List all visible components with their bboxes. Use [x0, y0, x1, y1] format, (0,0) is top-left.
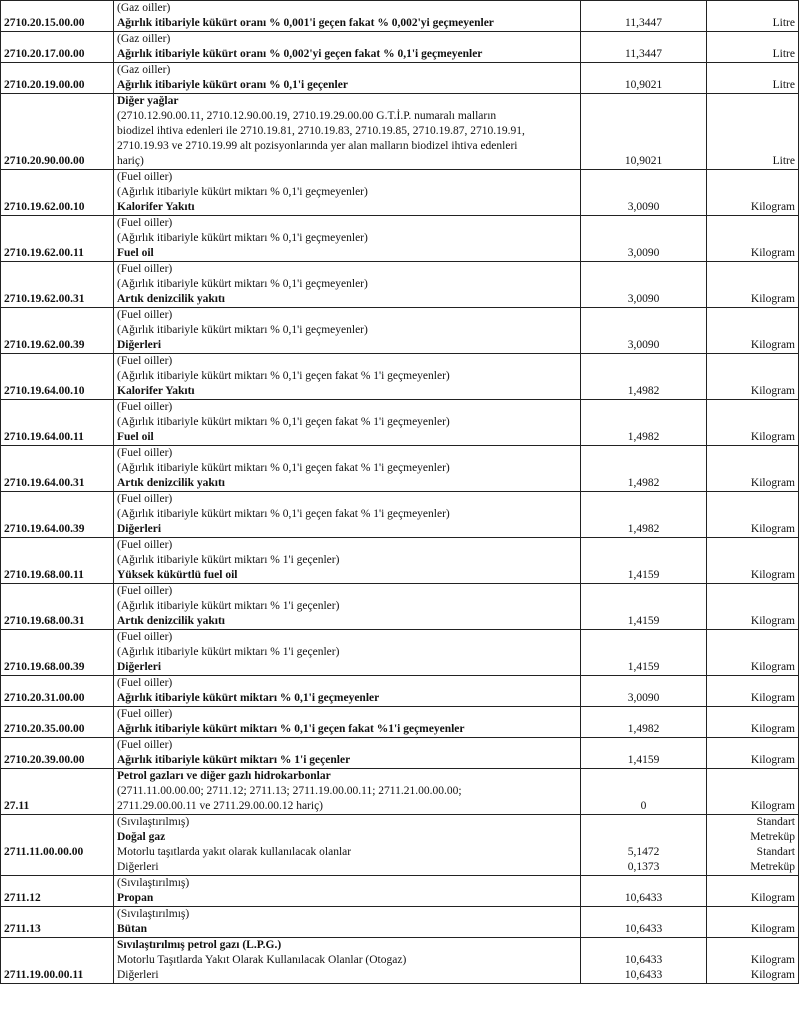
tariff-code: 27.11 [1, 769, 114, 815]
table-row [1, 907, 799, 938]
tax-amount [581, 876, 707, 907]
table-row [1, 707, 799, 738]
tariff-code: 2710.19.64.00.31 [1, 446, 114, 492]
description-line: (Ağırlık itibariyle kükürt miktarı % 0,1'i geçen fakat % 1'i geçmeyenler) [117, 462, 450, 474]
description-line: Ağırlık itibariyle kükürt miktarı % 0,1'i geçmeyenler [117, 692, 380, 704]
amount-value: 10,6433 [624, 892, 663, 904]
tariff-description [114, 170, 581, 216]
unit-of-measure [707, 815, 799, 876]
tariff-code: 2710.20.19.00.00 [1, 63, 114, 94]
description-line: Artık denizcilik yakıtı [117, 477, 225, 489]
unit-value: Kilogram [750, 477, 795, 489]
tax-amount [581, 738, 707, 769]
description-line: (Sıvılaştırılmış) [117, 877, 190, 889]
unit-value: Kilogram [750, 201, 795, 213]
description-line: Kalorifer Yakıtı [117, 385, 195, 397]
tax-amount [581, 216, 707, 262]
unit-value: Standart Metreküp [750, 816, 795, 843]
description-line: (Fuel oiller) [117, 217, 173, 229]
unit-value: Kilogram [750, 385, 795, 397]
tariff-code: 2711.19.00.00.11 [1, 938, 114, 984]
tariff-code: 2710.19.62.00.11 [1, 216, 114, 262]
tax-amount [581, 308, 707, 354]
description-line: (Ağırlık itibariyle kükürt miktarı % 0,1'i geçmeyenler) [117, 324, 368, 336]
description-line: (Fuel oiller) [117, 708, 173, 720]
unit-of-measure [707, 584, 799, 630]
table-row [1, 769, 799, 815]
tax-amount [581, 94, 707, 170]
tax-amount [581, 446, 707, 492]
description-line: (Ağırlık itibariyle kükürt miktarı % 0,1'i geçmeyenler) [117, 232, 368, 244]
tax-amount [581, 584, 707, 630]
description-line: (Ağırlık itibariyle kükürt miktarı % 0,1'i geçen fakat % 1'i geçmeyenler) [117, 370, 450, 382]
tariff-code: 2710.20.17.00.00 [1, 32, 114, 63]
unit-value: Kilogram [750, 247, 795, 259]
description-line: Yüksek kükürtlü fuel oil [117, 569, 238, 581]
unit-value: Litre [772, 79, 795, 91]
description-line: (Fuel oiller) [117, 309, 173, 321]
table-row [1, 216, 799, 262]
unit-of-measure [707, 354, 799, 400]
tariff-code: 2710.20.90.00.00 [1, 94, 114, 170]
description-line: Bütan [117, 923, 148, 935]
tariff-description [114, 538, 581, 584]
description-line: (Fuel oiller) [117, 401, 173, 413]
description-line: (Ağırlık itibariyle kükürt miktarı % 0,1'i geçen fakat % 1'i geçmeyenler) [117, 508, 450, 520]
tariff-description [114, 769, 581, 815]
unit-of-measure [707, 630, 799, 676]
amount-value: 3,0090 [627, 247, 660, 259]
table-row [1, 676, 799, 707]
amount-value: 10,9021 [624, 155, 663, 167]
unit-of-measure [707, 492, 799, 538]
tax-amount [581, 400, 707, 446]
tax-amount [581, 492, 707, 538]
unit-value: Kilogram [750, 800, 795, 812]
description-line: hariç) [117, 155, 144, 167]
unit-value: Kilogram [750, 923, 795, 935]
unit-value: Kilogram [750, 661, 795, 673]
unit-value: Kilogram [750, 969, 795, 981]
unit-of-measure [707, 907, 799, 938]
table-row [1, 876, 799, 907]
tariff-code: 2710.19.62.00.39 [1, 308, 114, 354]
description-line: Kalorifer Yakıtı [117, 201, 195, 213]
amount-value: 1,4982 [627, 523, 660, 535]
unit-of-measure [707, 308, 799, 354]
unit-of-measure [707, 876, 799, 907]
tax-amount [581, 354, 707, 400]
unit-of-measure [707, 938, 799, 984]
unit-value: Kilogram [750, 754, 795, 766]
unit-value: Litre [772, 48, 795, 60]
unit-value: Kilogram [750, 892, 795, 904]
amount-value: 10,6433 [624, 969, 663, 981]
tariff-description [114, 94, 581, 170]
description-line: Diğerleri [117, 661, 162, 673]
description-line: (Gaz oiller) [117, 33, 171, 45]
unit-value: Litre [772, 155, 795, 167]
amount-value: 10,6433 [624, 923, 663, 935]
description-line: Artık denizcilik yakıtı [117, 293, 225, 305]
description-line: (Sıvılaştırılmış) [117, 908, 190, 920]
description-line: Diğer yağlar [117, 95, 179, 107]
tariff-body [1, 1, 799, 984]
unit-value: Kilogram [750, 569, 795, 581]
tariff-description [114, 1, 581, 32]
description-line: (Gaz oiller) [117, 2, 171, 14]
tariff-code: 2710.19.64.00.10 [1, 354, 114, 400]
tax-amount [581, 769, 707, 815]
unit-of-measure [707, 676, 799, 707]
table-row [1, 938, 799, 984]
description-line: (Fuel oiller) [117, 263, 173, 275]
tariff-description [114, 876, 581, 907]
description-line: (Ağırlık itibariyle kükürt miktarı % 1'i geçenler) [117, 600, 340, 612]
description-line: (Fuel oiller) [117, 171, 173, 183]
tariff-description [114, 400, 581, 446]
table-row [1, 308, 799, 354]
table-row [1, 584, 799, 630]
tariff-code: 2711.13 [1, 907, 114, 938]
description-line: (Ağırlık itibariyle kükürt miktarı % 1'i geçenler) [117, 554, 340, 566]
unit-value: Standart Metreküp [750, 846, 795, 873]
tariff-code: 2710.19.62.00.10 [1, 170, 114, 216]
amount-value: 11,3447 [625, 17, 662, 29]
tax-amount [581, 1, 707, 32]
unit-value: Kilogram [750, 692, 795, 704]
unit-value: Kilogram [750, 954, 795, 966]
amount-value: 3,0090 [627, 293, 660, 305]
amount-value: 3,0090 [627, 339, 660, 351]
table-row [1, 400, 799, 446]
unit-of-measure [707, 262, 799, 308]
amount-value: 11,3447 [625, 48, 662, 60]
tariff-description [114, 815, 581, 876]
description-line: Doğal gaz [117, 831, 166, 843]
description-line: (Fuel oiller) [117, 739, 173, 751]
unit-value: Kilogram [750, 523, 795, 535]
description-line: (Fuel oiller) [117, 355, 173, 367]
tax-amount [581, 907, 707, 938]
unit-value: Kilogram [750, 431, 795, 443]
table-row [1, 63, 799, 94]
tariff-description [114, 446, 581, 492]
tariff-description [114, 63, 581, 94]
tax-amount [581, 63, 707, 94]
description-line: (Ağırlık itibariyle kükürt miktarı % 0,1'i geçmeyenler) [117, 278, 368, 290]
unit-of-measure [707, 32, 799, 63]
description-line: (Fuel oiller) [117, 677, 173, 689]
tariff-description [114, 308, 581, 354]
unit-value: Litre [772, 17, 795, 29]
description-line: Petrol gazları ve diğer gazlı hidrokarbonlar [117, 770, 331, 782]
unit-of-measure [707, 94, 799, 170]
description-line: Ağırlık itibariyle kükürt miktarı % 1'i geçenler [117, 754, 351, 766]
table-row [1, 94, 799, 170]
tariff-code: 2710.20.15.00.00 [1, 1, 114, 32]
tariff-code: 2710.19.62.00.31 [1, 262, 114, 308]
amount-value: 1,4982 [627, 477, 660, 489]
description-line: biodizel ihtiva edenleri ile 2710.19.81, 2710.19.83, 2710.19.85, 2710.19.87, 2710.19.91, [117, 125, 525, 137]
unit-of-measure [707, 1, 799, 32]
tariff-description [114, 707, 581, 738]
description-line: Fuel oil [117, 247, 154, 259]
unit-of-measure [707, 63, 799, 94]
description-line: (2711.11.00.00.00; 2711.12; 2711.13; 2711.19.00.00.11; 2711.21.00.00.00; [117, 785, 462, 797]
tariff-code: 2711.12 [1, 876, 114, 907]
tariff-code: 2710.19.64.00.11 [1, 400, 114, 446]
description-line: Sıvılaştırılmış petrol gazı (L.P.G.) [117, 939, 282, 951]
description-line: Diğerleri [117, 861, 159, 873]
tariff-description [114, 354, 581, 400]
amount-value: 0 [640, 800, 647, 812]
amount-value: 1,4159 [627, 661, 660, 673]
amount-value: 3,0090 [627, 692, 660, 704]
amount-value: 1,4982 [627, 723, 660, 735]
unit-value: Kilogram [750, 293, 795, 305]
tariff-description [114, 492, 581, 538]
amount-value: 1,4982 [627, 385, 660, 397]
table-row [1, 630, 799, 676]
description-line: Ağırlık itibariyle kükürt oranı % 0,001'i geçen fakat % 0,002'yi geçmeyenler [117, 17, 494, 29]
table-row [1, 738, 799, 769]
tariff-code: 2710.20.31.00.00 [1, 676, 114, 707]
unit-of-measure [707, 216, 799, 262]
description-line: Propan [117, 892, 154, 904]
tax-amount [581, 707, 707, 738]
unit-of-measure [707, 738, 799, 769]
description-line: Motorlu Taşıtlarda Yakıt Olarak Kullanılacak Olanlar (Otogaz) [117, 954, 407, 966]
tariff-code: 2710.20.39.00.00 [1, 738, 114, 769]
table-row [1, 1, 799, 32]
tariff-code: 2710.19.64.00.39 [1, 492, 114, 538]
unit-of-measure [707, 400, 799, 446]
table-row [1, 815, 799, 876]
amount-value: 10,6433 [624, 954, 663, 966]
tax-amount [581, 262, 707, 308]
unit-of-measure [707, 707, 799, 738]
tariff-code: 2710.19.68.00.11 [1, 538, 114, 584]
tax-amount [581, 32, 707, 63]
description-line: (Fuel oiller) [117, 493, 173, 505]
amount-value: 5,1472 [627, 846, 660, 858]
description-line: Artık denizcilik yakıtı [117, 615, 225, 627]
unit-of-measure [707, 170, 799, 216]
description-line: (Gaz oiller) [117, 64, 171, 76]
amount-value: 1,4982 [627, 431, 660, 443]
description-line: Diğerleri [117, 339, 162, 351]
description-line: (Ağırlık itibariyle kükürt miktarı % 1'i geçenler) [117, 646, 340, 658]
description-line: Ağırlık itibariyle kükürt miktarı % 0,1'i geçen fakat %1'i geçmeyenler [117, 723, 465, 735]
description-line: 2711.29.00.00.11 ve 2711.29.00.00.12 hariç) [117, 800, 324, 812]
amount-value: 3,0090 [627, 201, 660, 213]
amount-value: 1,4159 [627, 754, 660, 766]
tariff-code: 2710.20.35.00.00 [1, 707, 114, 738]
table-row [1, 538, 799, 584]
tax-amount [581, 938, 707, 984]
tax-amount [581, 630, 707, 676]
description-line: Ağırlık itibariyle kükürt oranı % 0,1'i geçenler [117, 79, 348, 91]
tariff-description [114, 630, 581, 676]
tax-amount [581, 170, 707, 216]
description-line: (Sıvılaştırılmış) [117, 816, 190, 828]
tariff-description [114, 676, 581, 707]
unit-value: Kilogram [750, 723, 795, 735]
table-row [1, 492, 799, 538]
tariff-code: 2710.19.68.00.39 [1, 630, 114, 676]
tax-amount [581, 676, 707, 707]
tariff-description [114, 907, 581, 938]
description-line: Diğerleri [117, 969, 159, 981]
table-row [1, 32, 799, 63]
unit-value: Kilogram [750, 339, 795, 351]
description-line: (Fuel oiller) [117, 631, 173, 643]
description-line: (Fuel oiller) [117, 447, 173, 459]
amount-value: 10,9021 [624, 79, 663, 91]
tariff-description [114, 738, 581, 769]
unit-value: Kilogram [750, 615, 795, 627]
tariff-description [114, 938, 581, 984]
tax-amount [581, 538, 707, 584]
tariff-description [114, 584, 581, 630]
tariff-description [114, 32, 581, 63]
tariff-description [114, 216, 581, 262]
amount-value: 0,1373 [627, 861, 660, 873]
description-line: Fuel oil [117, 431, 154, 443]
description-line: Diğerleri [117, 523, 162, 535]
description-line: (Fuel oiller) [117, 539, 173, 551]
description-line: Ağırlık itibariyle kükürt oranı % 0,002'yi geçen fakat % 0,1'i geçmeyenler [117, 48, 483, 60]
amount-value: 1,4159 [627, 615, 660, 627]
description-line: 2710.19.93 ve 2710.19.99 alt pozisyonlarında yer alan malların biodizel ihtiva edenleri [117, 140, 518, 152]
unit-of-measure [707, 769, 799, 815]
tariff-code: 2710.19.68.00.31 [1, 584, 114, 630]
description-line: (Fuel oiller) [117, 585, 173, 597]
description-line: (Ağırlık itibariyle kükürt miktarı % 0,1'i geçen fakat % 1'i geçmeyenler) [117, 416, 450, 428]
tariff-description [114, 262, 581, 308]
description-line: (2710.12.90.00.11, 2710.12.90.00.19, 2710.19.29.00.00 G.T.İ.P. numaralı malların [117, 110, 497, 122]
amount-value: 1,4159 [627, 569, 660, 581]
description-line: (Ağırlık itibariyle kükürt miktarı % 0,1'i geçmeyenler) [117, 186, 368, 198]
unit-of-measure [707, 538, 799, 584]
tariff-code: 2711.11.00.00.00 [1, 815, 114, 876]
tax-amount [581, 815, 707, 876]
table-row [1, 354, 799, 400]
table-row [1, 170, 799, 216]
description-line: Motorlu taşıtlarda yakıt olarak kullanılacak olanlar [117, 846, 352, 858]
table-row [1, 262, 799, 308]
unit-of-measure [707, 446, 799, 492]
table-row [1, 446, 799, 492]
